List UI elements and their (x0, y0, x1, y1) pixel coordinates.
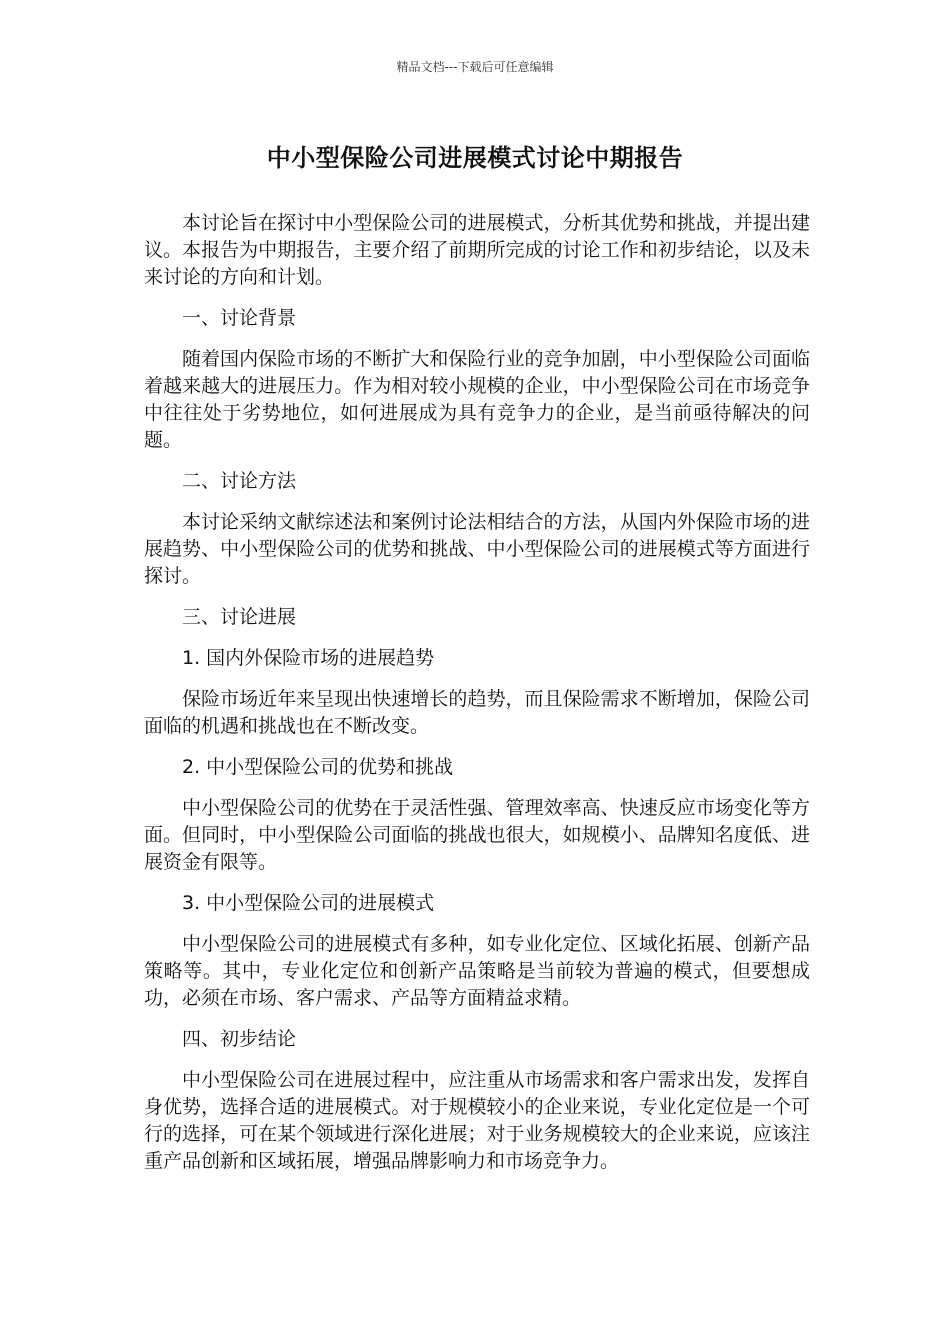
section-heading-progress: 三、讨论进展 (182, 606, 297, 628)
advantages-challenges-paragraph: 中小型保险公司的优势在于灵活性强、管理效率高、快速反应市场变化等方面。但同时，中小型保险公司面临的挑战也很大，如规模小、品牌知名度低、进展资金有限等。 (144, 797, 810, 873)
page-title: 中小型保险公司进展模式讨论中期报告 (266, 144, 684, 172)
document-body (144, 210, 810, 1189)
intro-paragraph: 本讨论旨在探讨中小型保险公司的进展模式，分析其优势和挑战，并提出建议。本报告为中期报告，主要介绍了前期所完成的讨论工作和初步结论，以及未来讨论的方向和计划。 (144, 212, 810, 288)
subheading-advantages-challenges: 2. 中小型保险公司的优势和挑战 (182, 756, 454, 778)
section-heading-background: 一、讨论背景 (182, 307, 297, 329)
subheading-market-trend: 1. 国内外保险市场的进展趋势 (182, 647, 435, 669)
section-heading-conclusion: 四、初步结论 (182, 1028, 297, 1050)
market-trend-paragraph: 保险市场近年来呈现出快速增长的趋势，而且保险需求不断增加，保险公司面临的机遇和挑战也在不断改变。 (144, 688, 810, 737)
section-heading-method: 二、讨论方法 (182, 470, 297, 492)
method-paragraph: 本讨论采纳文献综述法和案例讨论法相结合的方法，从国内外保险市场的进展趋势、中小型保险公司的优势和挑战、中小型保险公司的进展模式等方面进行探讨。 (144, 511, 810, 587)
development-model-paragraph: 中小型保险公司的进展模式有多种，如专业化定位、区域化拓展、创新产品策略等。其中，专业化定位和创新产品策略是当前较为普遍的模式，但要想成功，必须在市场、客户需求、产品等方面精益求精。 (144, 933, 810, 1009)
subheading-development-model: 3. 中小型保险公司的进展模式 (182, 892, 435, 914)
header-note: 精品文档---下载后可任意编辑 (396, 60, 554, 74)
background-paragraph: 随着国内保险市场的不断扩大和保险行业的竞争加剧，中小型保险公司面临着越来越大的进展压力。作为相对较小规模的企业，中小型保险公司在市场竞争中往往处于劣势地位，如何进展成为具有竞争力的企业，是当前亟待解决的问题。 (144, 348, 810, 451)
conclusion-paragraph: 中小型保险公司在进展过程中，应注重从市场需求和客户需求出发，发挥自身优势，选择合适的进展模式。对于规模较小的企业来说，专业化定位是一个可行的选择，可在某个领域进行深化进展；对于业务规模较大的企业来说，应该注重产品创新和区域拓展，增强品牌影响力和市场竞争力。 (144, 1069, 810, 1172)
